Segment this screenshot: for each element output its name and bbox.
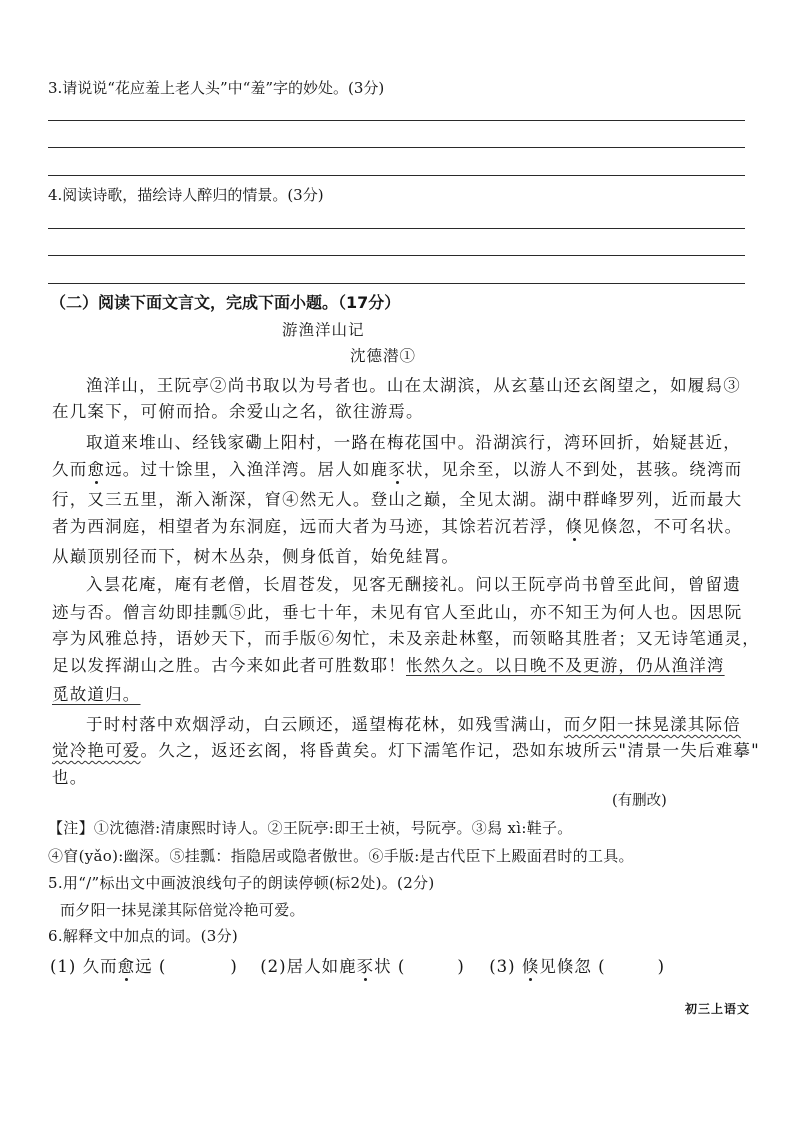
item-text: ) (230, 957, 238, 976)
essay-line (52, 681, 752, 705)
essay-line: 渔洋山，王阮亭②尚书取以为号者也。山在太湖滨，从玄墓山还玄阁望之，如履舄③ (86, 376, 741, 395)
answer-line (48, 228, 745, 229)
item-text: 见倏忽 ( (539, 957, 606, 976)
question-3: 3.请说说“花应羞上老人头”中“羞”字的妙处。(3分) (48, 79, 385, 97)
essay-text: 于时村落中欢烟浮动，白云顾还，遥望梅花林，如残雪满山， (86, 715, 564, 734)
essay-line (52, 737, 760, 761)
item-text: (3) (489, 957, 522, 976)
question-5: 5.用“/”标出文中画波浪线句子的朗读停顿(标2处)。(2分) (48, 874, 435, 892)
item-text: ) (657, 957, 665, 976)
essay-text: 。久之，返还玄阁，将昏黄矣。灯下濡笔作记，恐如东坡所云"清景一失后难摹" (140, 741, 760, 760)
item-text: 远 ( (135, 957, 167, 976)
question-6: 6.解释文中加点的词。(3分) (48, 927, 239, 945)
page-footer: 初三上语文 (684, 1002, 750, 1016)
footnote: 【注】①沈德潜:清康熙时诗人。②王阮亭:即王士祯，号阮亭。③舄 xì:鞋子。 (48, 819, 573, 837)
essay-line: 也。 (52, 768, 88, 787)
essay-line: 取道来堆山、经钱家磡上阳村，一路在梅花国中。沿湖滨行，湾环回折，始疑甚近， (86, 433, 741, 452)
section-heading: （二）阅读下面文言文，完成下面小题。（17分） (50, 293, 401, 312)
essay-line (52, 513, 752, 537)
answer-line (48, 283, 745, 284)
essay-line: 在几案下，可俯而拾。余爱山之名，欲往游焉。 (52, 402, 424, 421)
question-5-sentence: 而夕阳一抹晃漾其际倍觉冷艳可爱。 (60, 901, 305, 919)
essay-line: 迹与否。僧言幼即挂瓢⑤此，垂七十年，未见有官人至此山，亦不知王为何人也。因思阮 (52, 603, 743, 622)
dotted-word: 愈 (87, 460, 106, 479)
essay-text: 远。过十馀里，入渔洋湾。居人如鹿 (105, 460, 389, 479)
essay-author: 沈德潜① (350, 347, 417, 365)
essay-line (52, 652, 752, 676)
dotted-word: 倏 (521, 957, 540, 976)
essay-line: 从巅顶别径而下，树木丛杂，侧身低首，始免絓罥。 (52, 547, 460, 566)
dotted-word: 豕 (356, 957, 375, 976)
essay-text: 久而 (52, 460, 88, 479)
essay-text: 足以发挥湖山之胜。古今来如此者可胜数耶！ (52, 656, 406, 675)
essay-title: 游渔洋山记 (282, 321, 365, 339)
answer-line (48, 175, 745, 176)
essay-line: 亭为风雅总持，语妙天下，而手版⑥匆忙，未及亲赴林壑，而领略其胜者；又无诗笔通灵， (52, 629, 760, 648)
item-text: 状 ( (374, 957, 406, 976)
revision-note: (有删改) (612, 793, 667, 809)
item-text: (2)居人如鹿 (260, 957, 357, 976)
footnote: ④窅(yǎo):幽深。⑤挂瓢：指隐居或隐者傲世。⑥手版:是古代臣下上殿面君时的工具。 (48, 847, 634, 865)
essay-text: 见倏忽，不可名状。 (583, 517, 743, 536)
answer-line (48, 120, 745, 121)
essay-line (52, 456, 752, 480)
dotted-word: 豕 (388, 460, 407, 479)
wavy-underlined-text: 而夕阳一抹晃漾其际倍 (563, 715, 741, 734)
dotted-word: 愈 (117, 957, 136, 976)
underlined-text: 怅然久之。 (406, 656, 495, 675)
wavy-underlined-text: 觉冷艳可爱 (52, 741, 141, 760)
question-6-items (50, 953, 665, 977)
item-text: (1) 久而 (50, 957, 118, 976)
question-4: 4.阅读诗歌，描绘诗人醉归的情景。(3分) (48, 186, 324, 204)
dotted-word: 倏 (565, 517, 584, 536)
essay-text: 状，见余至，以游人不到处，甚骇。绕湾而 (406, 460, 743, 479)
essay-line: 入昙花庵，庵有老僧，长眉苍发，见客无酬接礼。问以王阮亭尚书曾至此间，曾留遗 (86, 575, 741, 594)
answer-line (48, 147, 745, 148)
essay-text: 者为西洞庭，相望者为东洞庭，远而大者为马迹，其馀若沉若浮， (52, 517, 566, 536)
answer-line (48, 255, 745, 256)
essay-line (86, 711, 756, 735)
item-text: ) (457, 957, 465, 976)
essay-line: 行，又三五里，渐入渐深，窅④然无人。登山之巅，全见太湖。湖中群峰罗列，近而最大 (52, 490, 743, 509)
underlined-text: 觅故道归。 (52, 685, 141, 704)
underlined-text: 以日晚不及更游，仍从渔洋湾 (494, 656, 725, 675)
